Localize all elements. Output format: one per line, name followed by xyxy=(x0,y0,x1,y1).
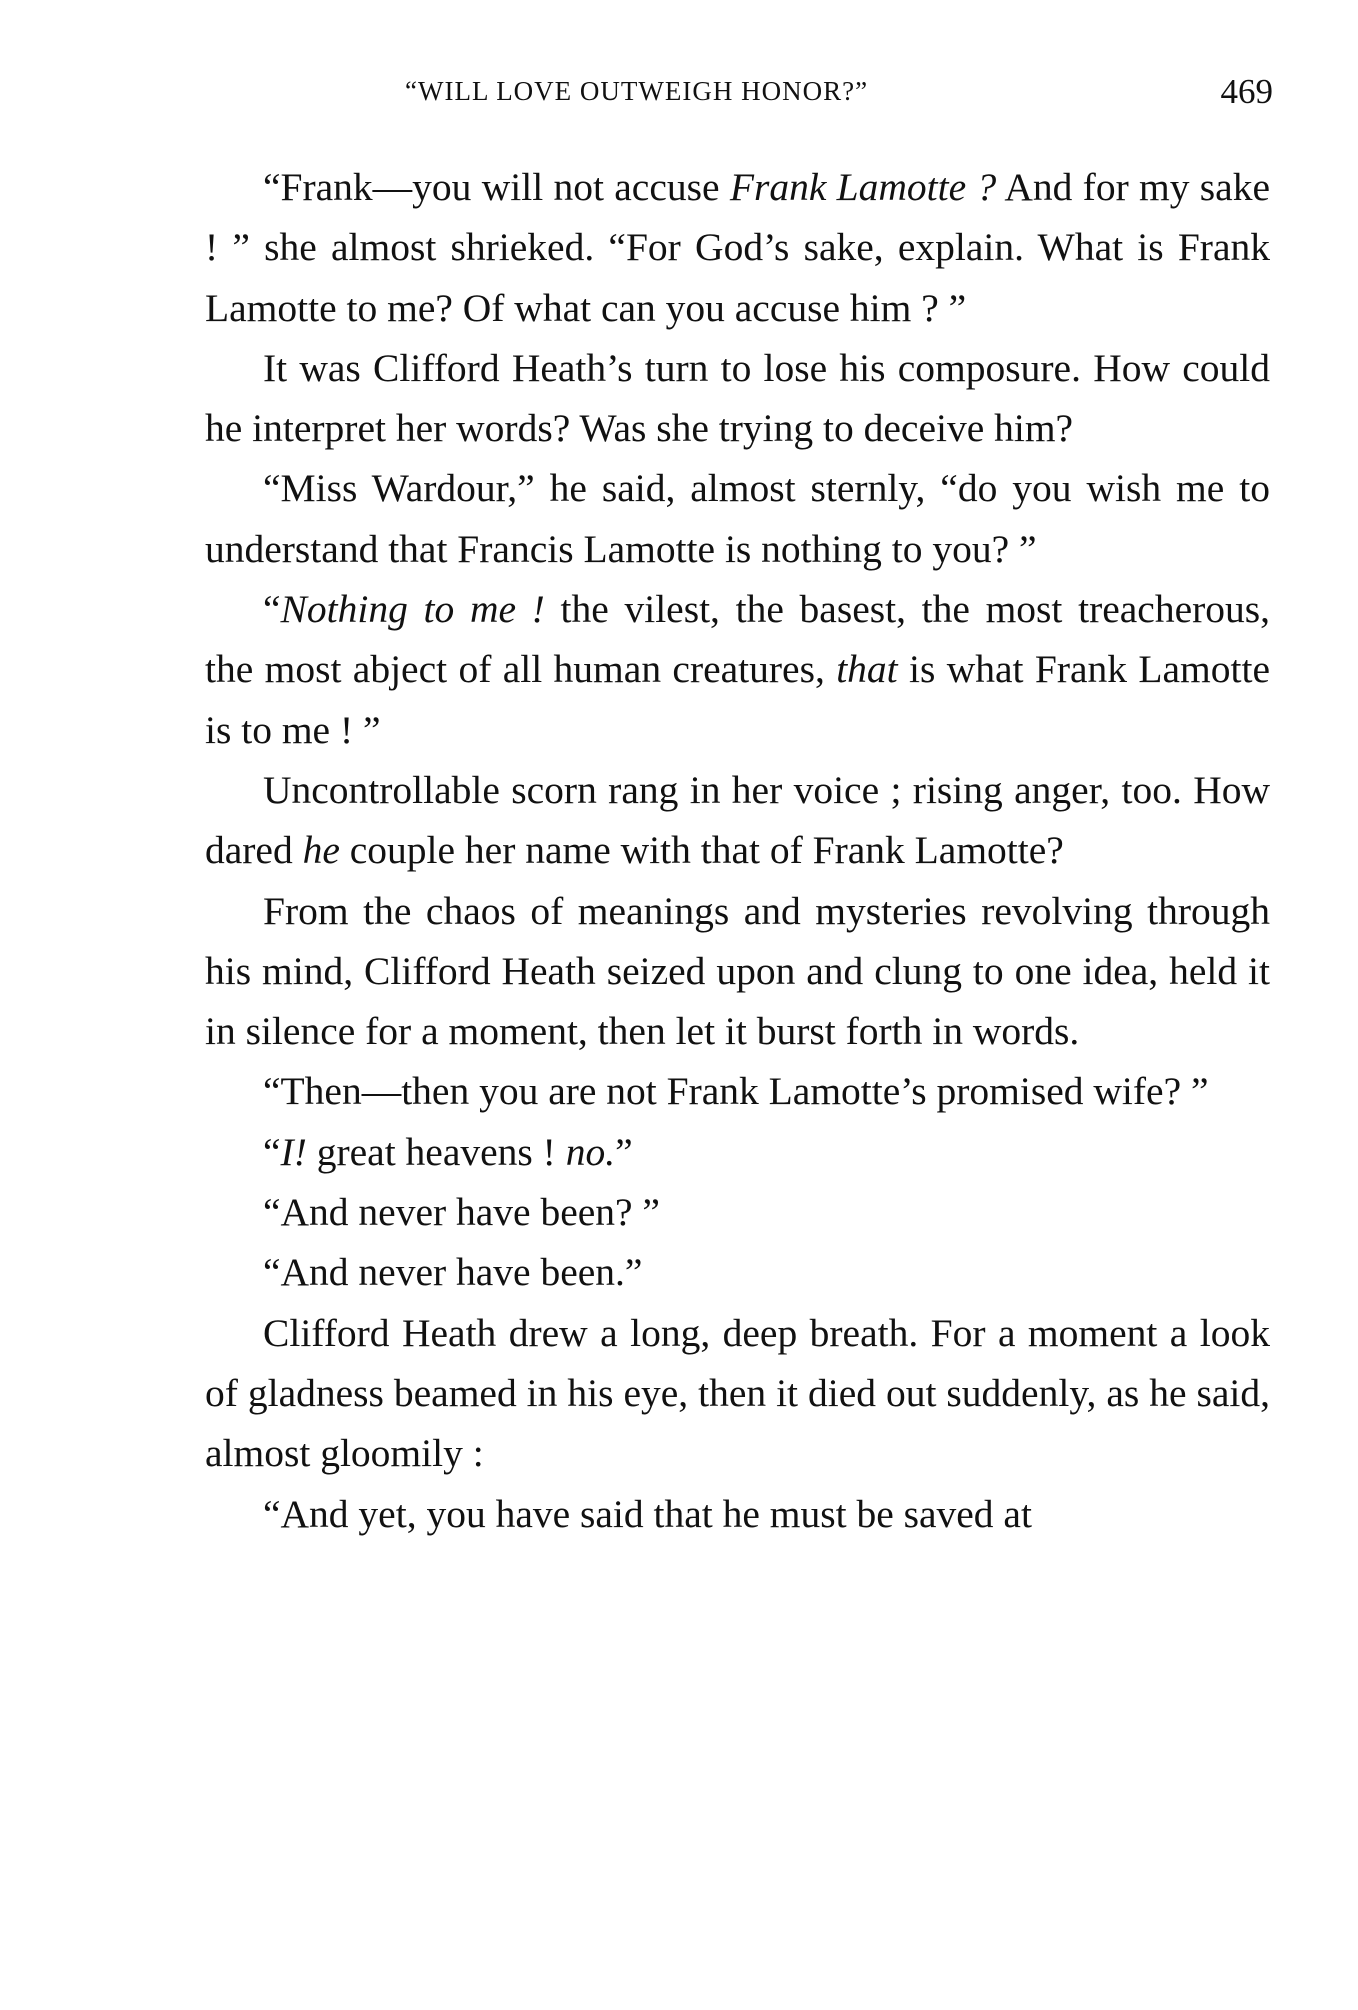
paragraph-3: “Miss Wardour,” he said, almost sternly, “do you wish me to understand that Francis Lamotte is nothing to you? ” xyxy=(205,466,1270,571)
paragraph-2: It was Clifford Heath’s turn to lose his composure. How could he interpret her words? Was she trying to deceive him? xyxy=(205,345,1270,451)
paragraph-4: “Nothing to me ! the vilest, the basest, the most treacherous, the most abject of all human creatures, that is what Frank Lamotte is to me ! ” xyxy=(205,587,1271,752)
body-text xyxy=(205,157,1270,1544)
paragraph-9: “And never have been? ” xyxy=(263,1190,660,1235)
paragraph-6: From the chaos of meanings and mysteries revolving through his mind, Clifford Heath seized upon and clung to one idea, held it in silence for a moment, then let it burst forth in words. xyxy=(205,888,1270,1054)
running-head: “WILL LOVE OUTWEIGH HONOR?” xyxy=(405,76,869,106)
paragraph-1: “Frank—you will not accuse Frank Lamotte ? And for my sake ! ” she almost shrieked. “For God’s sake, explain. What is Frank Lamotte to me? Of what can you accuse him ? ” xyxy=(205,165,1270,330)
paragraph-10: “And never have been.” xyxy=(263,1250,643,1295)
page-header xyxy=(205,72,1275,122)
paragraph-11: Clifford Heath drew a long, deep breath. For a moment a look of gladness beamed in his eye, then it died out suddenly, as he said, almost gloomily : xyxy=(205,1310,1270,1476)
page-number: 469 xyxy=(1220,72,1273,111)
paragraph-7: “Then—then you are not Frank Lamotte’s promised wife? ” xyxy=(263,1069,1209,1114)
paragraph-5: Uncontrollable scorn rang in her voice ; rising anger, too. How dared he couple her name with that of Frank Lamotte? xyxy=(205,767,1270,873)
paragraph-8: “I! great heavens ! no.” xyxy=(263,1129,633,1174)
paragraph-12: “And yet, you have said that he must be saved at xyxy=(263,1491,1032,1536)
